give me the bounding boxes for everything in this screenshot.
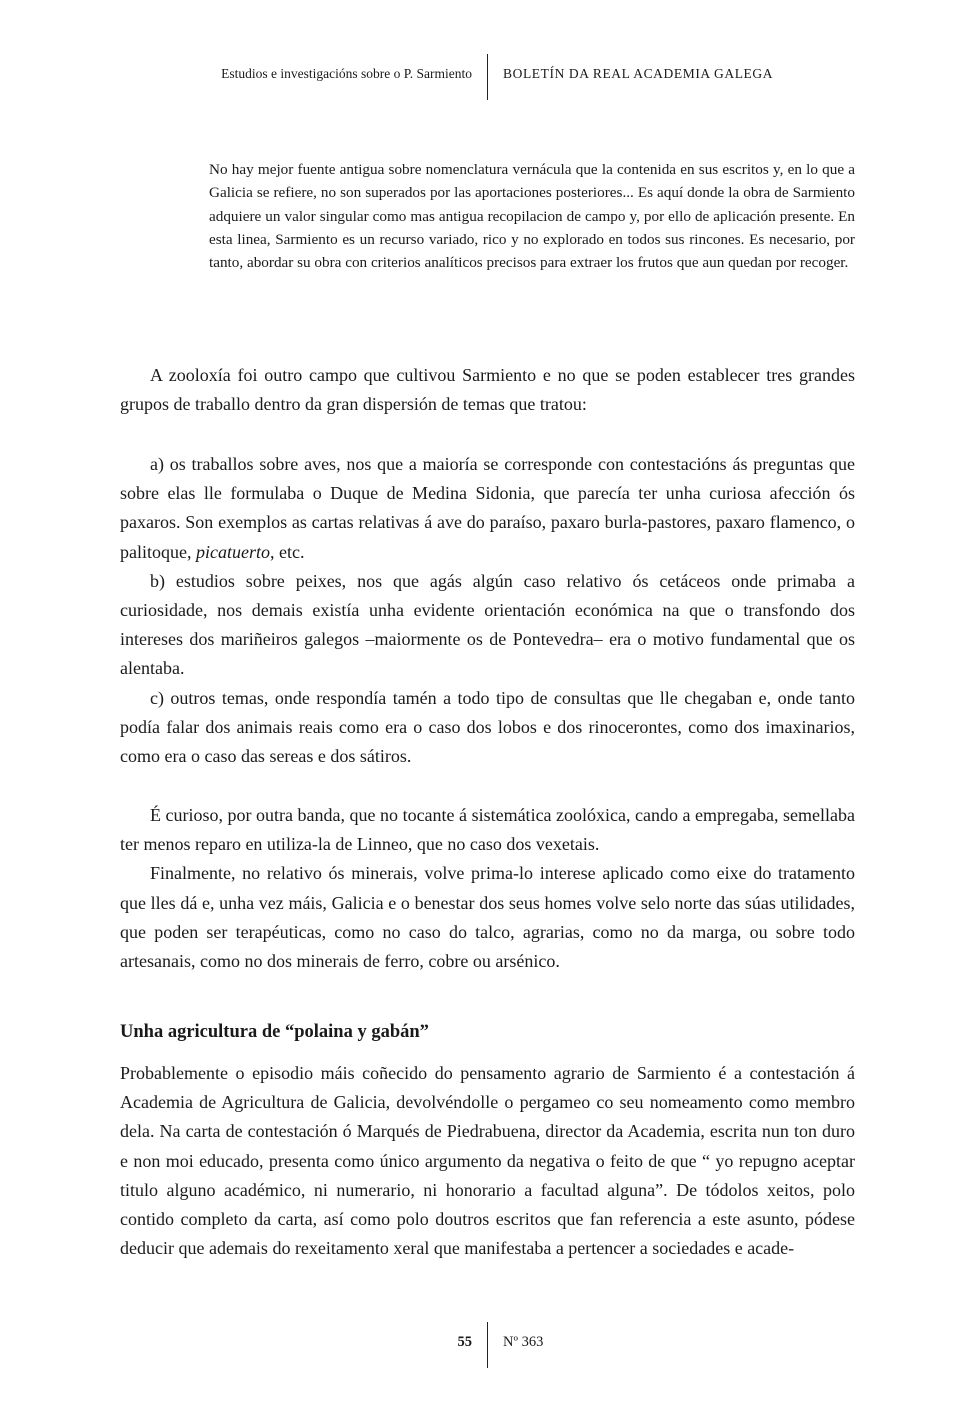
header-left-title: Estudios e investigacións sobre o P. Sarmiento: [221, 66, 472, 81]
intro-paragraph: A zooloxía foi outro campo que cultivou Sarmiento e no que se poden establecer tres grandes grupos de traballo dentro da gran dispersión de temas que tratou:: [120, 365, 855, 415]
list-item-a: [120, 450, 855, 567]
list-item-c: c) outros temas, onde respondía tamén a todo tipo de consultas que lle chegaban e, onde tanto podía falar dos animais reais como era o caso dos lobos e dos rinocerontes, como dos imaxinarios, como era o caso das sereas e dos sátiros.: [120, 687, 855, 767]
quote-text: No hay mejor fuente antigua sobre nomenclatura vernácula que la contenida en sus escritos y, en lo que a Galicia se refiere, no son superados por las aportaciones posteriores... Es aquí donde la obra de Sarmiento adquiere un valor singular como mas antigua recopilacion de campo y, por ello de aplicación presente. En esta linea, Sarmiento es un recurso variado, rico y no explorado en todos sus rincones. Es necesario, por tanto, abordar su obra con criterios analíticos precisos para extraer los frutos que aun quedan por recoger.: [209, 161, 855, 272]
running-header: [0, 54, 975, 100]
section-paragraph: Probablemente o episodio máis coñecido do pensamento agrario de Sarmiento é a contestación á Academia de Agricultura de Galicia, devolvéndolle o pergameo co seu nomeamento como membro dela. Na carta de contestación ó Marqués de Piedrabuena, director da Academia, escrita nun ton duro e non moi educado, presenta como único argumento da negativa o feito de que “ yo repugno aceptar titulo alguno académico, ni numerario, ni honorario a facultad alguna”. De tódolos xeitos, polo contido completo da carta, así como polo doutros escritos que fan referencia a este asunto, pódese deducir que ademais do rexeitamento xeral que manifestaba a pertencer a sociedades e acade-: [120, 1063, 855, 1259]
block-quote: [209, 158, 855, 274]
closing-block: [120, 801, 855, 976]
page-number: 55: [457, 1334, 472, 1350]
list-item-a-text: a) os traballos sobre aves, nos que a maioría se corresponde con contestacións ás preguntas que sobre elas lle formulaba o Duque de Medina Sidonia, que parecía ter unha curiosa afección ós paxaros. Son exemplos as cartas relativas á ave do paraíso, paxaro burla-pastores, paxaro flamenco, o palitoque,: [120, 454, 855, 562]
intro-block: [120, 361, 855, 419]
header-right-title: BOLETÍN DA REAL ACADEMIA GALEGA: [503, 66, 774, 81]
footer-divider: [487, 1322, 488, 1368]
page-footer: [0, 1322, 975, 1368]
zoology-list: [120, 450, 855, 771]
list-item-b: b) estudios sobre peixes, nos que agás algún caso relativo ós cetáceos onde primaba a curiosidade, nos demais existía unha evidente orientación económica na que o transfondo dos intereses dos mariñeiros galegos –maiormente os de Pontevedra– era o motivo fundamental que os alentaba.: [120, 570, 855, 679]
paragraph-curious: É curioso, por outra banda, que no tocante á sistemática zoolóxica, cando a empregaba, semellaba ter menos reparo en utiliza-la de Linneo, que no caso dos vexetais.: [120, 805, 855, 855]
section-heading: Unha agricultura de “polaina y gabán”: [120, 1022, 429, 1042]
header-divider: [487, 54, 488, 100]
section-block: [120, 1059, 855, 1263]
issue-number: Nº 363: [503, 1334, 544, 1350]
list-item-a-end: , etc.: [269, 541, 305, 562]
list-item-a-italic: picatuerto: [195, 541, 270, 562]
paragraph-minerals: Finalmente, no relativo ós minerais, volve prima-lo interese aplicado como eixe do tratamento que lles dá e, unha vez máis, Galicia e o benestar dos seus homes volve selo norte das súas utilidades, que poden ser terapéuticas, como no caso do talco, agrarias, como no da marga, ou sobre todo artesanais, como no dos minerais de ferro, cobre ou arsénico.: [120, 863, 855, 972]
